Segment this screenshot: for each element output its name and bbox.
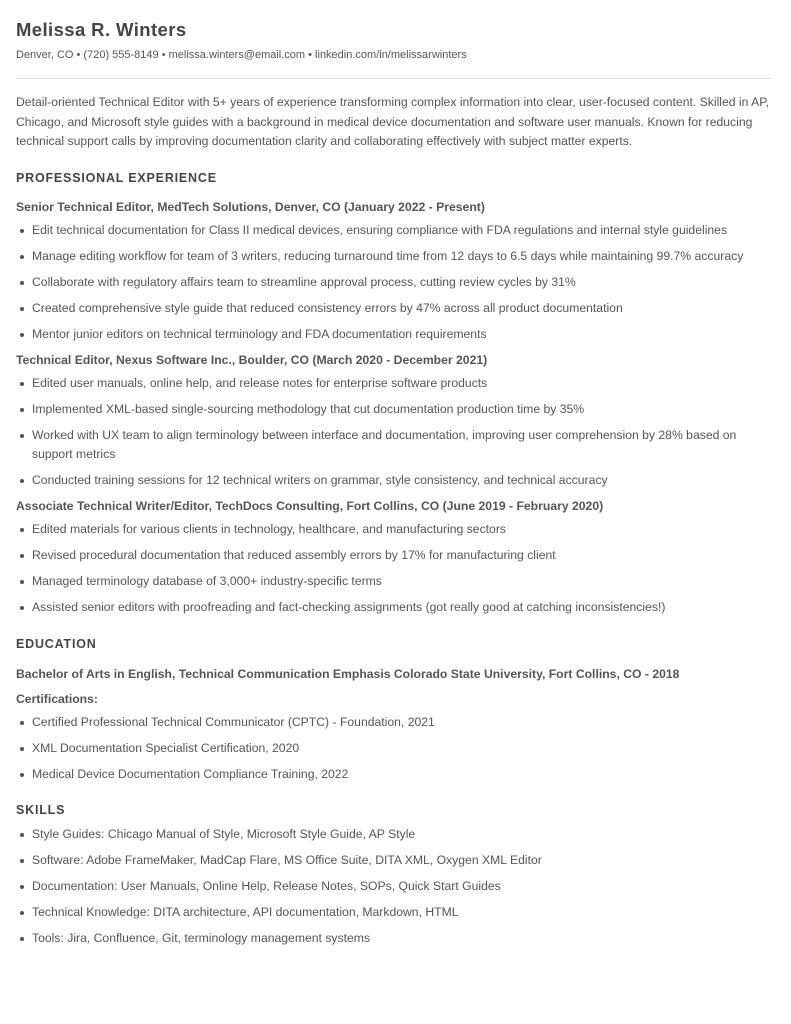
job-bullets (16, 520, 771, 618)
list-item: Style Guides: Chicago Manual of Style, Microsoft Style Guide, AP Style (32, 825, 771, 845)
list-item: Assisted senior editors with proofreading and fact-checking assignments (got really good at catching inconsistencies!) (32, 598, 771, 618)
candidate-name: Melissa R. Winters (16, 19, 187, 40)
list-item: Collaborate with regulatory affairs team to streamline approval process, cutting review cycles by 31% (32, 273, 771, 293)
list-item: Edited user manuals, online help, and release notes for enterprise software products (32, 374, 771, 394)
header-divider (16, 78, 771, 79)
list-item: Certified Professional Technical Communicator (CPTC) - Foundation, 2021 (32, 713, 771, 733)
list-item: Edit technical documentation for Class II medical devices, ensuring compliance with FDA regulations and internal style guidelines (32, 221, 771, 241)
list-item: Created comprehensive style guide that reduced consistency errors by 47% across all product documentation (32, 299, 771, 319)
certifications-list (16, 713, 771, 785)
list-item: Documentation: User Manuals, Online Help, Release Notes, SOPs, Quick Start Guides (32, 877, 771, 897)
list-item: Revised procedural documentation that reduced assembly errors by 17% for manufacturing client (32, 546, 771, 566)
degree: Bachelor of Arts in English, Technical Communication Emphasis Colorado State University, Fort Collins, CO - 2018 (16, 666, 680, 681)
education-heading: EDUCATION (16, 636, 97, 651)
certifications-heading: Certifications: (16, 691, 98, 706)
job-bullets (16, 374, 771, 491)
job-bullets (16, 221, 771, 345)
experience-heading: PROFESSIONAL EXPERIENCE (16, 170, 217, 185)
skills-heading: SKILLS (16, 803, 66, 817)
list-item: Technical Knowledge: DITA architecture, API documentation, Markdown, HTML (32, 903, 771, 923)
list-item: Managed terminology database of 3,000+ industry-specific terms (32, 572, 771, 592)
list-item: Edited materials for various clients in technology, healthcare, and manufacturing sectors (32, 520, 771, 540)
job-title: Technical Editor, Nexus Software Inc., Boulder, CO (March 2020 - December 2021) (16, 352, 488, 367)
list-item: Mentor junior editors on technical terminology and FDA documentation requirements (32, 325, 771, 345)
skills-list (16, 825, 771, 949)
contact-line: Denver, CO • (720) 555-8149 • melissa.winters@email.com • linkedin.com/in/melissarwinters (16, 49, 467, 61)
list-item: Medical Device Documentation Compliance Training, 2022 (32, 765, 771, 785)
list-item: Tools: Jira, Confluence, Git, terminology management systems (32, 929, 771, 949)
list-item: Software: Adobe FrameMaker, MadCap Flare, MS Office Suite, DITA XML, Oxygen XML Editor (32, 851, 771, 871)
summary-paragraph: Detail-oriented Technical Editor with 5+ years of experience transforming complex information into clear, user-focused content. Skilled in AP, Chicago, and Microsoft style guides with a background in medical device documentation and software user manuals. Known for reducing technical support calls by improving documentation clarity and collaborating effectively with subject matter experts. (16, 95, 770, 148)
job-title: Senior Technical Editor, MedTech Solutions, Denver, CO (January 2022 - Present) (16, 199, 485, 214)
list-item: XML Documentation Specialist Certification, 2020 (32, 739, 771, 759)
job-title: Associate Technical Writer/Editor, TechDocs Consulting, Fort Collins, CO (June 2019 - February 2020) (16, 499, 604, 513)
list-item: Manage editing workflow for team of 3 writers, reducing turnaround time from 12 days to 6.5 days while maintaining 99.7% accuracy (32, 247, 771, 267)
list-item: Conducted training sessions for 12 technical writers on grammar, style consistency, and technical accuracy (32, 471, 771, 491)
list-item: Worked with UX team to align terminology between interface and documentation, improving user comprehension by 28% based on support metrics (32, 426, 771, 465)
list-item: Implemented XML-based single-sourcing methodology that cut documentation production time by 35% (32, 400, 771, 420)
